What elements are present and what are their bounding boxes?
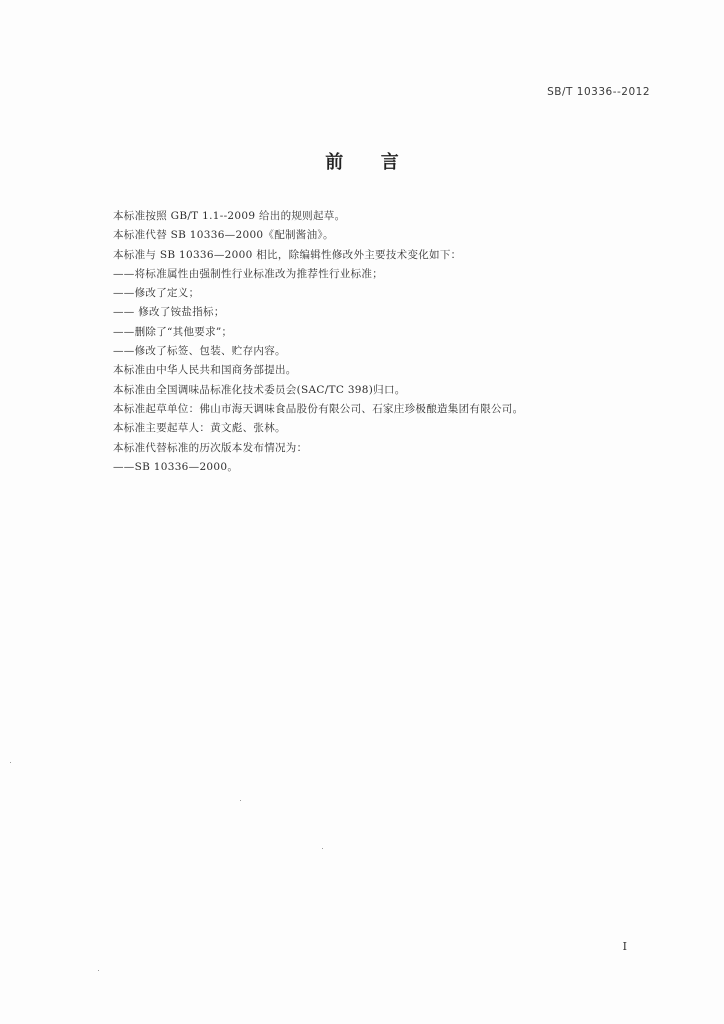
scan-speck bbox=[98, 970, 99, 971]
scan-speck bbox=[322, 848, 323, 849]
scan-speck bbox=[10, 762, 11, 763]
foreword-line: ——SB 10336—2000。 bbox=[113, 460, 239, 473]
foreword-line: ——删除了“其他要求”； bbox=[113, 325, 233, 338]
standard-code: SB/T 10336--2012 bbox=[547, 86, 650, 98]
foreword-line: ——将标准属性由强制性行业标准改为推荐性行业标准； bbox=[113, 267, 383, 280]
foreword-line: ——修改了标签、包装、贮存内容。 bbox=[113, 345, 286, 358]
foreword-line: 本标准代替 SB 10336—2000《配制酱油》。 bbox=[113, 229, 334, 242]
foreword-line: —— 修改了铵盐指标； bbox=[113, 306, 225, 319]
foreword-line: 本标准与 SB 10336—2000 相比，除编辑性修改外主要技术变化如下： bbox=[113, 248, 462, 261]
foreword-line: 本标准起草单位：佛山市海天调味食品股份有限公司、石家庄珍极酿造集团有限公司。 bbox=[113, 402, 524, 415]
foreword-line: 本标准由中华人民共和国商务部提出。 bbox=[113, 364, 297, 377]
foreword-line: ——修改了定义； bbox=[113, 287, 200, 300]
scan-speck bbox=[240, 800, 241, 801]
page-title: 前 言 bbox=[325, 152, 399, 173]
foreword-line: 本标准按照 GB/T 1.1--2009 给出的规则起草。 bbox=[113, 210, 346, 222]
foreword-line: 本标准主要起草人：黄文彪、张林。 bbox=[113, 422, 286, 435]
foreword-body bbox=[113, 207, 633, 477]
page-number: I bbox=[622, 940, 627, 953]
foreword-line: 本标准代替标准的历次版本发布情况为： bbox=[113, 441, 308, 454]
foreword-line: 本标准由全国调味品标准化技术委员会(SAC/TC 398)归口。 bbox=[113, 383, 406, 396]
